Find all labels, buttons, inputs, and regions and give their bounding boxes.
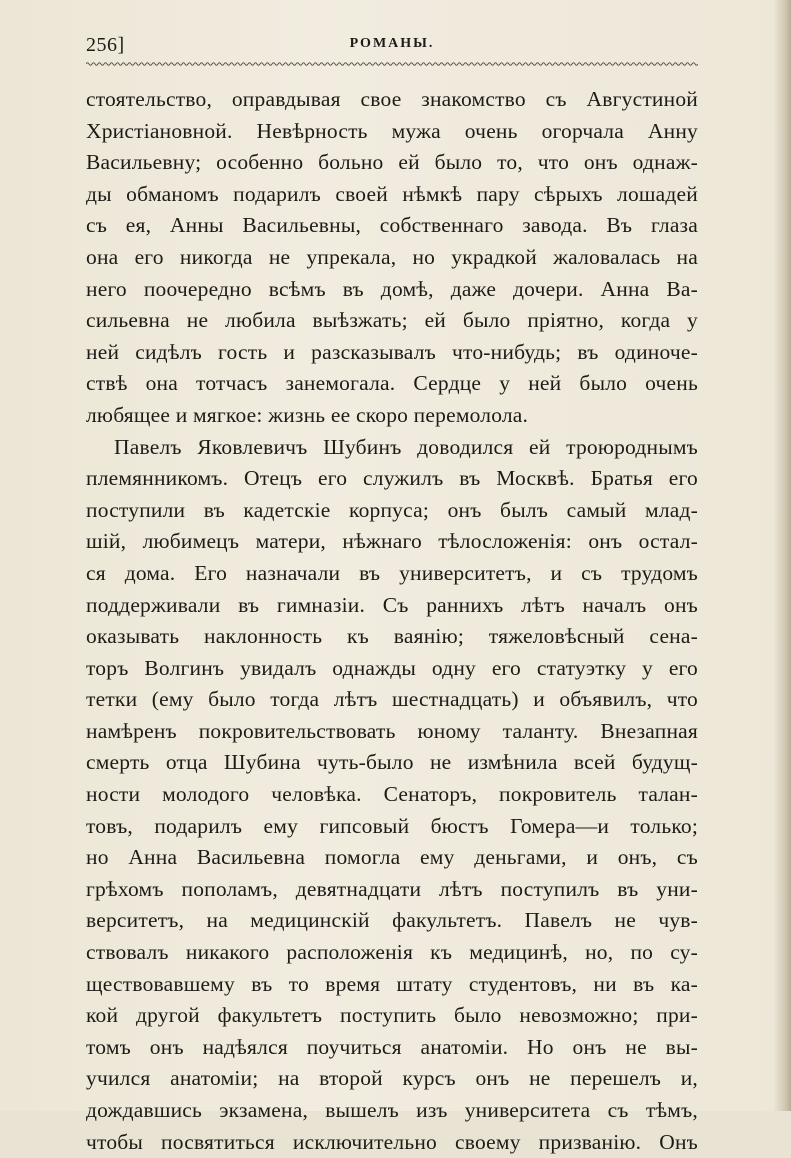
text-line: учился анатомiи; на второй курсъ онъ не перешелъ и, xyxy=(86,1066,698,1091)
text-line: томъ онъ надѣялся поучиться анатомiи. Но онъ не вы- xyxy=(86,1034,698,1059)
page-header xyxy=(86,34,698,58)
text-line: Павелъ Яковлевичъ Шубинъ доводился ей троюроднымъ xyxy=(114,434,698,459)
text-line: намѣренъ покровительствовать юному таланту. Внезапная xyxy=(86,718,698,743)
text-line: ществовавшему въ то время штату студентовъ, ни въ ка- xyxy=(86,971,698,996)
text-line: племянникомъ. Отецъ его служилъ въ Москвѣ. Братья его xyxy=(86,466,698,491)
text-line: ся дома. Его назначали въ университетъ, и съ трудомъ xyxy=(86,560,698,585)
text-line: торъ Волгинъ увидалъ однажды одну его статуэтку у его xyxy=(86,655,698,680)
text-line: Христiановной. Невѣрность мужа очень огорчала Анну xyxy=(86,118,698,143)
text-line: него поочередно всѣмъ въ домѣ, даже дочери. Анна Ва- xyxy=(86,276,698,301)
page-number: 256] xyxy=(86,34,125,56)
page-edge-shadow xyxy=(773,0,791,1111)
text-line: сильевна не любила выѣзжать; ей было прiятно, когда у xyxy=(86,308,698,333)
text-line: дождавшись экзамена, вышелъ изъ университета съ тѣмъ, xyxy=(86,1098,698,1122)
text-line: ствѣ она тотчасъ занемогала. Сердце у ней было очень xyxy=(86,371,698,396)
text-line: грѣхомъ пополамъ, девятнадцати лѣтъ поступилъ въ уни- xyxy=(86,876,698,901)
text-line: ды обманомъ подарилъ своей нѣмкѣ пару сѣрыхъ лошадей xyxy=(86,181,698,206)
paragraph-1 xyxy=(86,84,698,432)
text-line: стоятельство, оправдывая свое знакомство съ Августиной xyxy=(86,87,698,111)
text-line: верситетъ, на медицинскiй факультетъ. Павелъ не чув- xyxy=(86,908,698,933)
text-line: тетки (ему было тогда лѣтъ шестнадцать) и объявилъ, что xyxy=(86,687,698,712)
text-line: она его никогда не упрекала, но украдкой жаловалась на xyxy=(86,244,698,269)
body-text xyxy=(86,84,698,1158)
text-line: чтобы посвятиться исключительно своему призванiю. Онъ xyxy=(86,1129,698,1154)
text-line: поступили въ кадетскiе корпуса; онъ былъ самый млад- xyxy=(86,497,698,522)
header-wavy-rule xyxy=(86,61,698,67)
paragraph-2 xyxy=(86,432,698,1158)
text-line: ней сидѣлъ гость и разсказывалъ что-нибудь; въ одиноче- xyxy=(86,339,698,364)
text-line: но Анна Васильевна помогла ему деньгами, и онъ, съ xyxy=(86,845,698,870)
text-line: оказывать наклонность къ ваянiю; тяжеловѣсный сена- xyxy=(86,624,698,649)
text-line: кой другой факультетъ поступить было невозможно; при- xyxy=(86,1003,698,1028)
text-line: Васильевну; особенно больно ей было то, что онъ однаж- xyxy=(86,150,698,175)
text-line: ствовалъ никакого расположенiя къ медицинѣ, но, по су- xyxy=(86,940,698,965)
text-line: шiй, любимецъ матери, нѣжнаго тѣлосложенiя: онъ остал- xyxy=(86,529,698,554)
text-line: товъ, подарилъ ему гипсовый бюстъ Гомера—и только; xyxy=(86,813,698,838)
text-line: смерть отца Шубина чуть-было не измѣнила всей будущ- xyxy=(86,750,698,775)
running-head: РОМАНЫ. xyxy=(349,36,435,51)
text-line: съ ея, Анны Васильевны, собственнаго завода. Въ глаза xyxy=(86,213,698,238)
text-line: поддерживали въ гимназiи. Съ раннихъ лѣтъ началъ онъ xyxy=(86,592,698,617)
text-line: любящее и мягкое: жизнь ее скоро перемолола. xyxy=(86,402,529,427)
text-line: ности молодого человѣка. Сенаторъ, покровитель талан- xyxy=(86,782,698,807)
